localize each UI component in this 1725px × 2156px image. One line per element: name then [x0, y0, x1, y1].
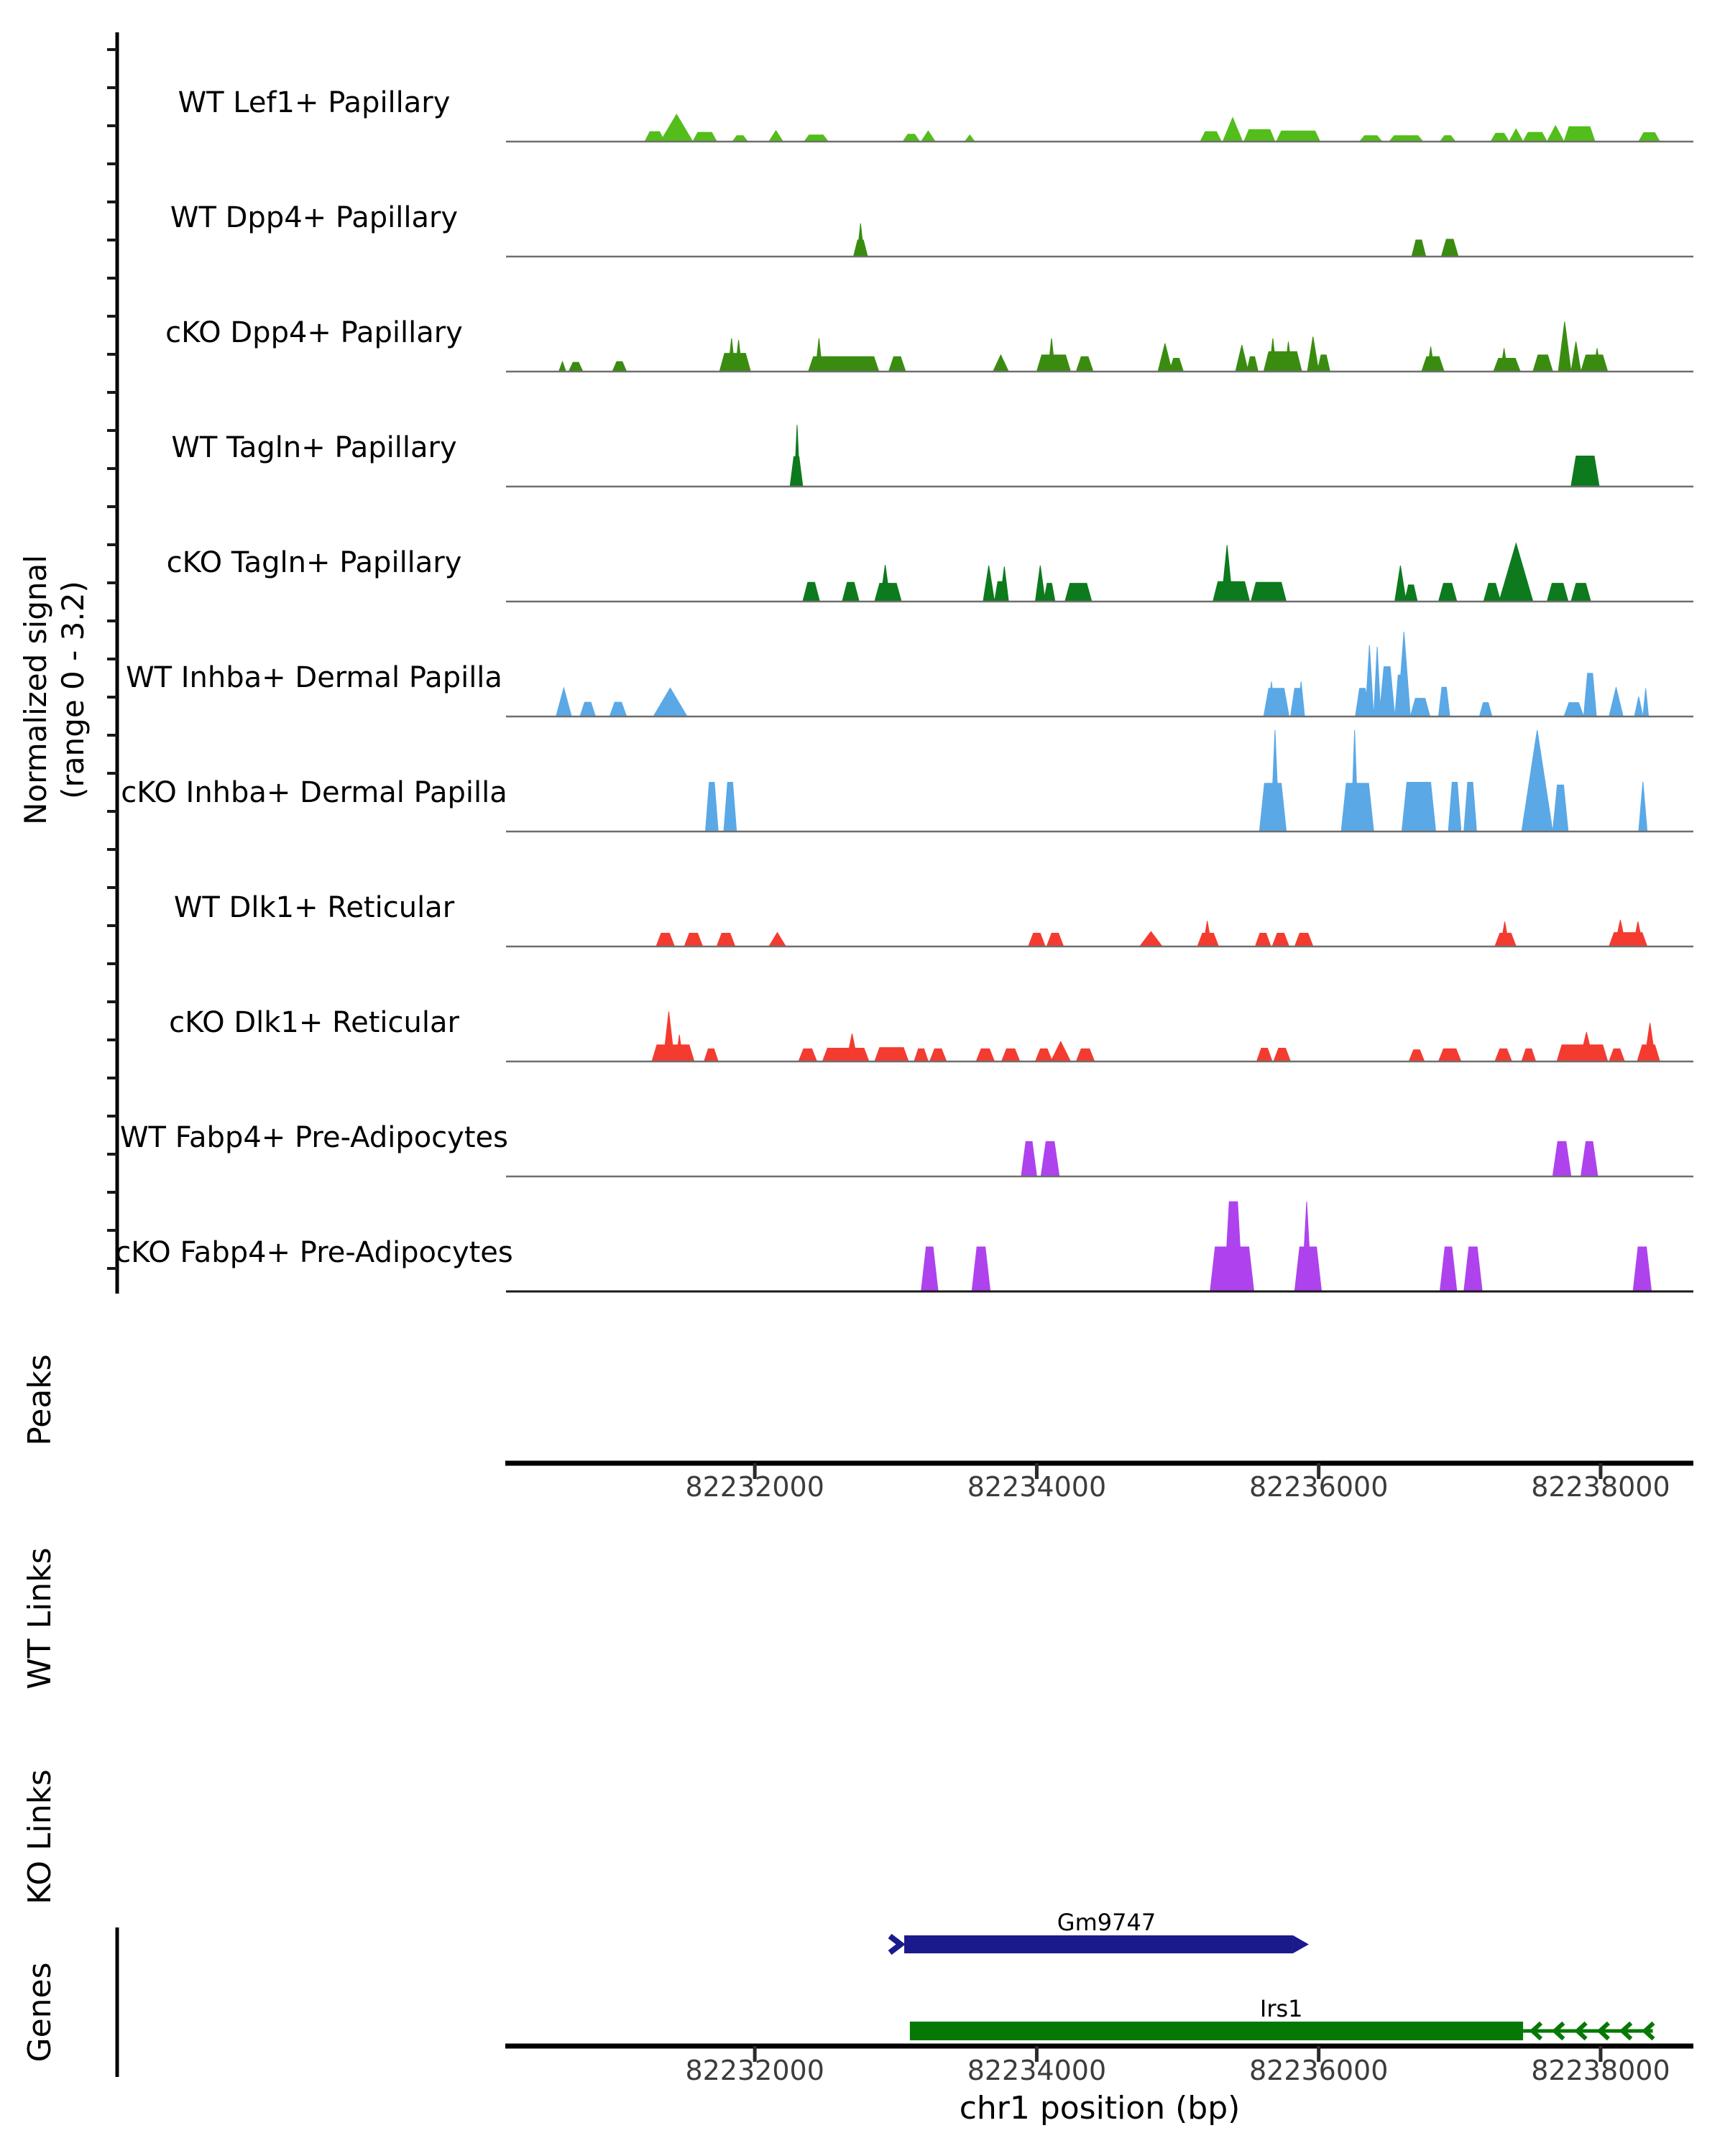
peaks-axis-tick-label: 82236000: [1248, 1471, 1389, 1503]
peaks-axis-tick-label: 82232000: [685, 1471, 824, 1503]
section-label-peaks: Peaks: [22, 1354, 58, 1446]
section-label-wt-links: WT Links: [22, 1547, 58, 1690]
gene-body-Gm9747: [904, 1935, 1293, 1953]
track-label-5: WT Inhba+ Dermal Papilla: [126, 661, 502, 694]
peaks-axis-tick-label: 82238000: [1531, 1471, 1670, 1503]
x-axis-label: chr1 position (bp): [959, 2090, 1241, 2127]
bottom-axis-tick-label: 82234000: [967, 2055, 1107, 2086]
track-label-4: cKO Tagln+ Papillary: [166, 546, 462, 579]
track-label-10: cKO Fabp4+ Pre-Adipocytes: [115, 1236, 513, 1269]
bottom-axis-tick-label: 82236000: [1248, 2055, 1389, 2086]
bottom-axis-tick-label: 82232000: [685, 2055, 824, 2086]
gene-label-Gm9747: Gm9747: [1057, 1909, 1156, 1936]
track-label-2: cKO Dpp4+ Papillary: [165, 316, 463, 349]
track-label-9: WT Fabp4+ Pre-Adipocytes: [120, 1121, 508, 1154]
track-label-6: cKO Inhba+ Dermal Papilla: [121, 776, 507, 809]
track-label-8: cKO Dlk1+ Reticular: [169, 1006, 459, 1039]
track-label-1: WT Dpp4+ Papillary: [170, 201, 459, 234]
track-label-3: WT Tagln+ Papillary: [171, 431, 457, 464]
track-label-7: WT Dlk1+ Reticular: [173, 891, 455, 924]
section-label-ko-links: KO Links: [22, 1769, 58, 1905]
peaks-axis-tick-label: 82234000: [967, 1471, 1107, 1503]
gene-body-Irs1: [910, 2022, 1523, 2040]
y-axis-label-line1: Normalized signal: [18, 555, 53, 825]
gene-label-Irs1: Irs1: [1259, 1995, 1303, 2022]
bottom-axis-tick-label: 82238000: [1531, 2055, 1670, 2086]
track-label-0: WT Lef1+ Papillary: [178, 86, 451, 119]
y-axis-label-line2: (range 0 - 3.2): [55, 581, 91, 799]
section-label-genes: Genes: [22, 1962, 58, 2063]
